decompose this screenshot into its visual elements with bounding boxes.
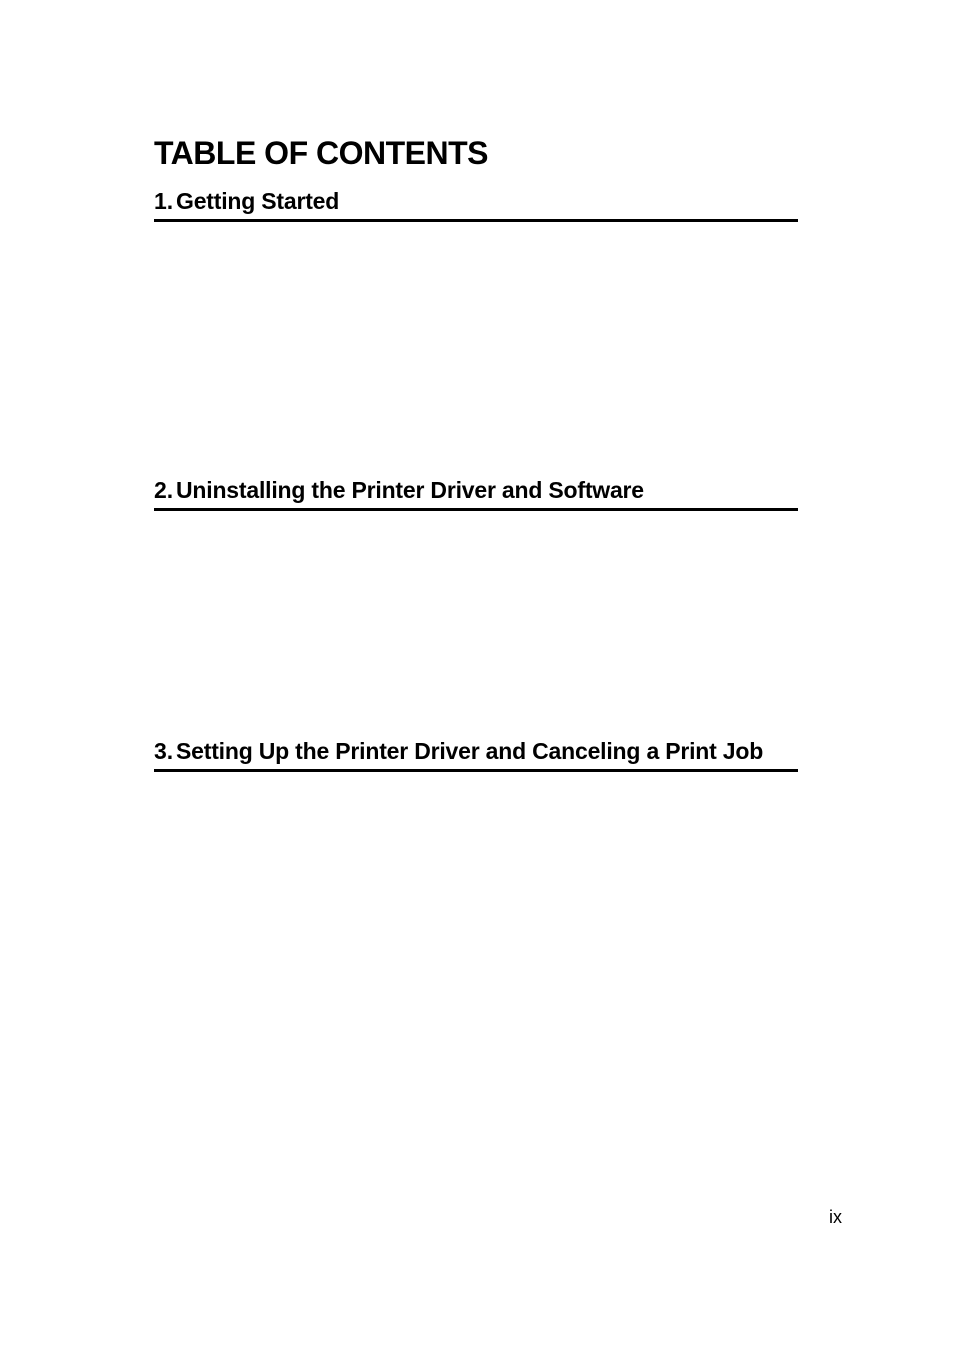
chapter-number: 1.: [154, 188, 174, 214]
chapter-title: Uninstalling the Printer Driver and Software: [176, 477, 644, 503]
page-number: ix: [829, 1207, 842, 1227]
chapter-title: Getting Started: [176, 188, 340, 214]
chapter-heading-1[interactable]: [154, 186, 798, 222]
chapter-heading-3[interactable]: [154, 736, 798, 772]
chapter-number: 3.: [154, 738, 174, 764]
page-title: TABLE OF CONTENTS: [154, 135, 488, 171]
chapter-number: 2.: [154, 477, 174, 503]
chapter-title: Setting Up the Printer Driver and Canceling a Print Job: [176, 738, 764, 764]
chapter-heading-2[interactable]: [154, 475, 798, 511]
